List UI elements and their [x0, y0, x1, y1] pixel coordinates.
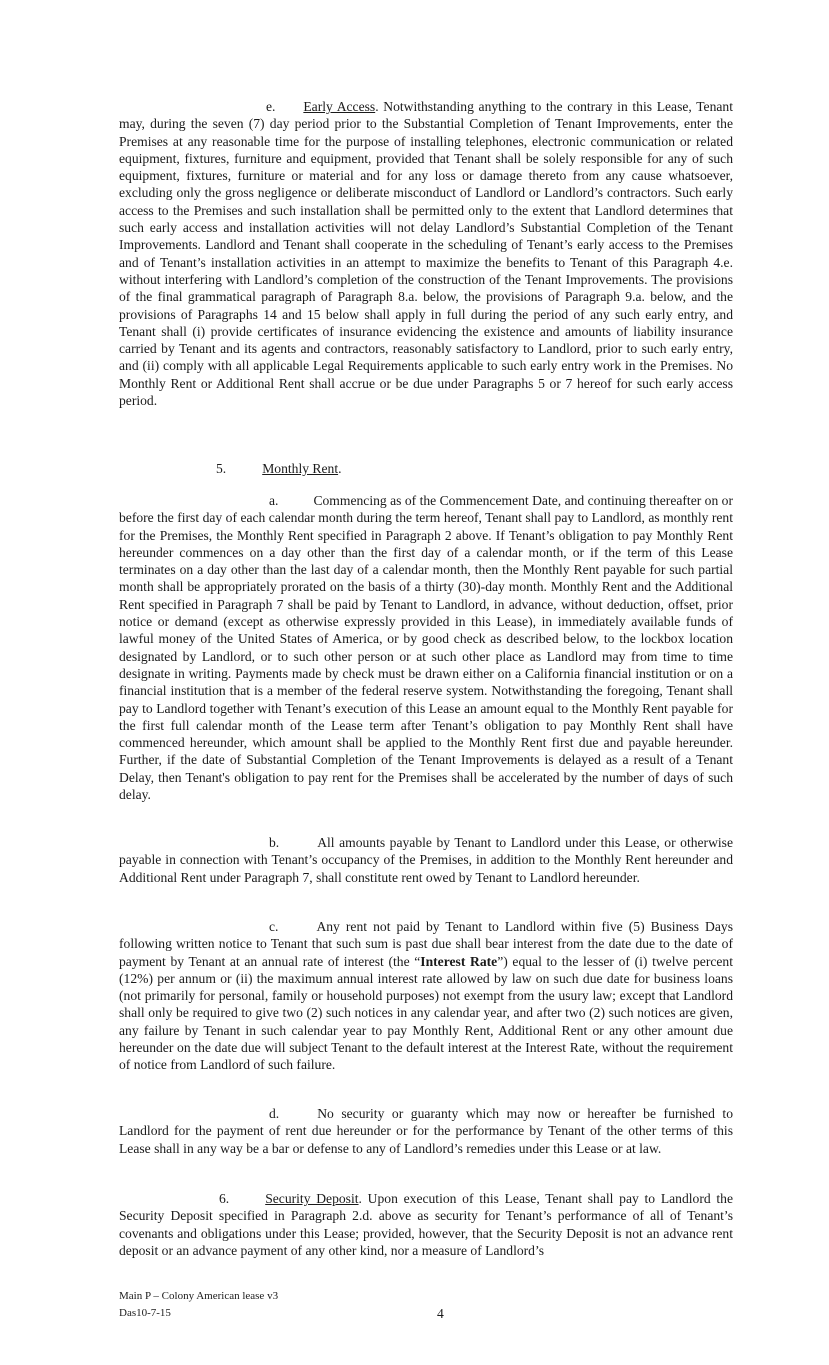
- paragraph-5b-marker: b.: [269, 835, 280, 850]
- monthly-rent-heading: Monthly Rent: [262, 461, 339, 476]
- paragraph-6: [119, 1190, 733, 1259]
- paragraph-5d-marker: d.: [269, 1106, 280, 1121]
- paragraph-5b-text: All amounts payable by Tenant to Landlord under this Lease, or otherwise payable in connection with Tenant’s occupancy of the Premises, in addition to the Monthly Rent hereunder and Additional Rent under Paragraph 7, shall constitute rent owed by Tenant to Landlord hereunder.: [119, 835, 733, 885]
- section-5-number: 5.: [216, 461, 227, 476]
- paragraph-5c-text-before: Any rent not paid by Tenant to Landlord within five (5) Business Days following written notice to Tenant that such sum is past due shall bear interest from the date due to the date of payment by Tenant at an annual rate of interest (the “: [119, 919, 733, 969]
- paragraph-4e: [119, 98, 733, 409]
- footer-doc-code: Das10-7-15: [119, 1306, 171, 1319]
- section-6-number: 6.: [219, 1191, 230, 1206]
- paragraph-4e-marker: e.: [266, 99, 276, 114]
- paragraph-5c: [119, 918, 733, 1074]
- paragraph-5a-marker: a.: [269, 493, 279, 508]
- paragraph-6-text: . Upon execution of this Lease, Tenant shall pay to Landlord the Security Deposit specified in Paragraph 2.d. above as security for Tenant’s performance of all of Tenant’s covenants and obligations under this Lease; provided, however, that the Security Deposit is not an advance rent deposit or an advance payment of any other kind, nor a measure of Landlord’s: [119, 1191, 733, 1258]
- early-access-heading: Early Access: [303, 99, 376, 114]
- paragraph-5c-marker: c.: [269, 919, 279, 934]
- page-number: 4: [437, 1306, 444, 1321]
- interest-rate-defined-term: Interest Rate: [420, 953, 498, 969]
- paragraph-5c-text-after: ”) equal to the lesser of (i) twelve percent (12%) per annum or (ii) the maximum annual interest rate allowed by law on such due date for business loans (not primarily for personal, family or household purposes) not exempt from the usury law; except that Landlord shall only be required to give two (2) such notices in any calendar year, and after two (2) such notices are given, any failure by Tenant in such calendar year to pay Monthly Rent, Additional Rent or any other amount due hereunder on the date due will subject Tenant to the default interest at the Interest Rate, without the requirement of notice from Landlord of such failure.: [119, 953, 733, 1073]
- section-5-heading: [216, 460, 342, 477]
- paragraph-5a: [119, 492, 733, 803]
- paragraph-5d: [119, 1105, 733, 1157]
- monthly-rent-heading-period: .: [338, 461, 342, 476]
- paragraph-5b: [119, 834, 733, 886]
- footer-doc-info: [119, 1290, 278, 1320]
- paragraph-4e-text: . Notwithstanding anything to the contrary in this Lease, Tenant may, during the seven (7) day period prior to the Substantial Completion of Tenant Improvements, enter the Premises at any reasonable time for the purpose of installing telephones, electronic communication or related equipment, fixtures, furniture and equipment, provided that Tenant shall be solely responsible for any of such equipment, fixtures, furniture or material and for any loss or damage thereto from any cause whatsoever, excluding only the gross negligence or deliberate misconduct of Landlord or Landlord’s contractors. Such early access to the Premises and such installation shall be permitted only to the extent that Landlord determines that such early access and installation activities will not delay Landlord’s Substantial Completion of the Tenant Improvements. Landlord and Tenant shall cooperate in the scheduling of Tenant’s early access to the Premises and of Tenant’s installation activities in an attempt to maximize the benefits to Tenant of this Paragraph 4.e. without interfering with Landlord’s completion of the construction of the Tenant Improvements. The provisions of the final grammatical paragraph of Paragraph 8.a. below, the provisions of Paragraph 9.a. below, and the provisions of Paragraphs 14 and 15 below shall apply in full during the period of any such early entry, and Tenant shall (i) provide certificates of insurance evidencing the existence and amounts of liability insurance carried by Tenant and its agents and contractors, reasonably satisfactory to Landlord, prior to such early entry, and (ii) comply with all applicable Legal Requirements applicable to such early entry work in the Premises. No Monthly Rent or Additional Rent shall accrue or be due under Paragraphs 5 or 7 hereof for such early access period.: [119, 99, 733, 409]
- paragraph-5d-text: No security or guaranty which may now or hereafter be furnished to Landlord for the payment of rent due hereunder or for the performance by Tenant of the other terms of this Lease shall in any way be a bar or defense to any of Landlord’s remedies under this Lease or at law.: [119, 1106, 733, 1156]
- security-deposit-heading: Security Deposit: [265, 1191, 359, 1206]
- paragraph-5a-text: Commencing as of the Commencement Date, and continuing thereafter on or before the first day of each calendar month during the term hereof, Tenant shall pay to Landlord, as monthly rent for the Premises, the Monthly Rent specified in Paragraph 2 above. If Tenant’s obligation to pay Monthly Rent hereunder commences on a day other than the first day of a calendar month, or if the term of this Lease terminates on a day other than the last day of a calendar month, then the Monthly Rent payable for such partial month shall be appropriately prorated on the basis of a thirty (30)-day month. Monthly Rent and the Additional Rent specified in Paragraph 7 shall be paid by Tenant to Landlord, in advance, without deduction, offset, prior notice or demand (except as otherwise expressly provided in this Lease), in immediately available funds of lawful money of the United States of America, or by good check as described below, to the lockbox location designated by Landlord, or to such other person or at such other place as Landlord may from time to time designate in writing. Payments made by check must be drawn either on a California financial institution or on a financial institution that is a member of the federal reserve system. Notwithstanding the foregoing, Tenant shall pay to Landlord together with Tenant’s execution of this Lease an amount equal to the Monthly Rent payable for the first full calendar month of the Lease term after Tenant’s obligation to pay Monthly Rent shall have commenced hereunder, which amount shall be applied to the Monthly Rent first due and payable hereunder. Further, if the date of Substantial Completion of the Tenant Improvements is delayed as a result of a Tenant Delay, then Tenant's obligation to pay rent for the Premises shall be accelerated by the number of days of such delay.: [119, 493, 733, 803]
- footer-doc-name: Main P – Colony American lease v3: [119, 1290, 279, 1302]
